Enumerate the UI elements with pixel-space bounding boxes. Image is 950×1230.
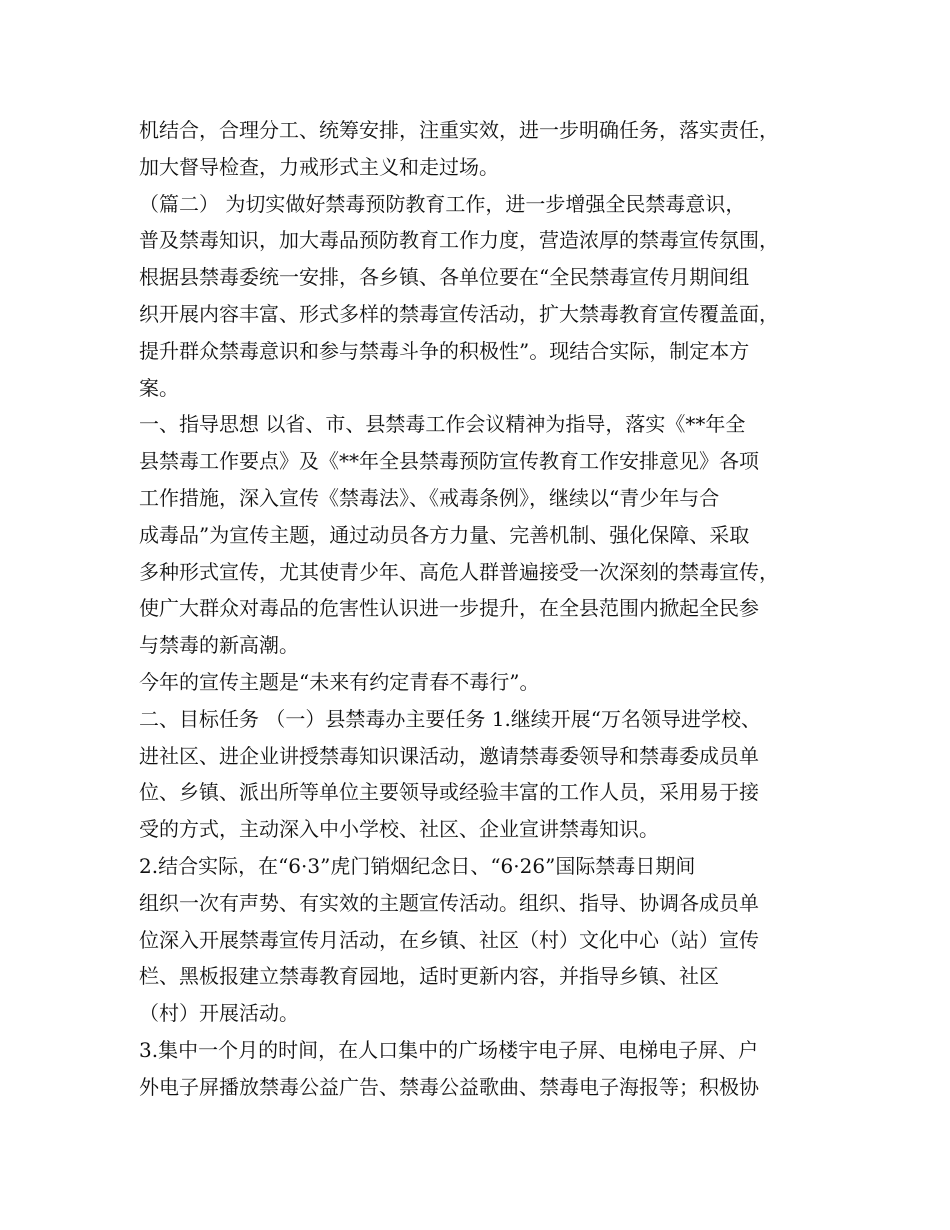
text-line: 县禁毒工作要点》及《**年全县禁毒预防宣传教育工作安排意见》各项 — [139, 449, 759, 474]
text-line: 加大督导检查，力戒形式主义和走过场。 — [139, 154, 499, 179]
text-line: 进社区、进企业讲授禁毒知识课活动，邀请禁毒委领导和禁毒委成员单 — [139, 743, 759, 768]
text-line: 二、目标任务 （一）县禁毒办主要任务 1.继续开展“万名领导进学校、 — [139, 706, 762, 731]
text-line: 织开展内容丰富、形式多样的禁毒宣传活动，扩大禁毒教育宣传覆盖面， — [139, 301, 779, 326]
text-line: 今年的宣传主题是“未来有约定青春不毒行”。 — [139, 669, 540, 694]
text-line: 与禁毒的新高潮。 — [139, 633, 299, 658]
text-line: 栏、黑板报建立禁毒教育园地，适时更新内容，并指导乡镇、社区 — [139, 964, 719, 989]
text-line: 普及禁毒知识，加大毒品预防教育工作力度，营造浓厚的禁毒宣传氛围， — [139, 228, 779, 253]
text-line: 2.结合实际，在“6·3”虎门销烟纪念日、“6·26”国际禁毒日期间 — [139, 853, 696, 878]
text-line: 成毒品”为宣传主题，通过动员各方力量、完善机制、强化保障、采取 — [139, 522, 750, 547]
text-line: 使广大群众对毒品的危害性认识进一步提升，在全县范围内掀起全民参 — [139, 596, 759, 621]
text-line: 位、乡镇、派出所等单位主要领导或经验丰富的工作人员，采用易于接 — [139, 780, 759, 805]
text-line: 3.集中一个月的时间，在人口集中的广场楼宇电子屏、电梯电子屏、户 — [139, 1037, 759, 1062]
document-body — [139, 112, 829, 1106]
text-line: 位深入开展禁毒宣传月活动，在乡镇、社区（村）文化中心（站）宣传 — [139, 927, 759, 952]
text-line: （村）开展活动。 — [139, 1001, 299, 1026]
text-line: 受的方式，主动深入中小学校、社区、企业宣讲禁毒知识。 — [139, 817, 659, 842]
text-line: 根据县禁毒委统一安排，各乡镇、各单位要在“全民禁毒宣传月期间组 — [139, 265, 750, 290]
text-line: 提升群众禁毒意识和参与禁毒斗争的积极性”。现结合实际，制定本方 — [139, 338, 750, 363]
text-line: （篇二） 为切实做好禁毒预防教育工作，进一步增强全民禁毒意识， — [139, 191, 746, 216]
text-line: 案。 — [139, 375, 179, 400]
text-line: 组织一次有声势、有实效的主题宣传活动。组织、指导、协调各成员单 — [139, 890, 759, 915]
text-line: 一、指导思想 以省、市、县禁毒工作会议精神为指导，落实《**年全 — [139, 412, 746, 437]
text-line: 多种形式宣传，尤其使青少年、高危人群普遍接受一次深刻的禁毒宣传， — [139, 559, 779, 584]
text-line: 机结合，合理分工、统筹安排，注重实效，进一步明确任务，落实责任， — [139, 118, 779, 142]
text-line: 工作措施，深入宣传《禁毒法》、《戒毒条例》，继续以“青少年与合 — [139, 485, 720, 510]
text-line: 外电子屏播放禁毒公益广告、禁毒公益歌曲、禁毒电子海报等；积极协 — [139, 1074, 759, 1099]
